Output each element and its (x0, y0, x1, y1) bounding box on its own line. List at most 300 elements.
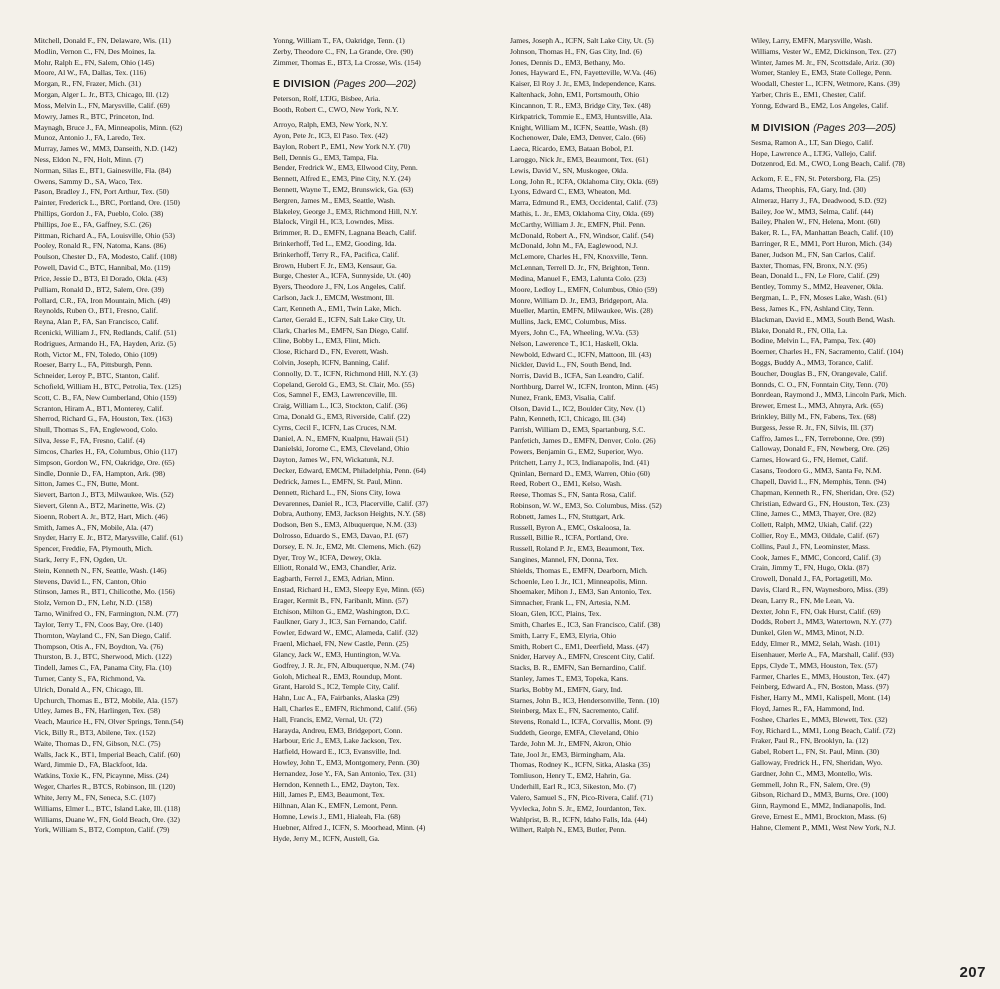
roster-entry: Dexter, John F., FN, Oak Hurst, Calif. (69) (751, 606, 881, 616)
roster-entry: Fowler, Edward W., EMC, Alameda, Calif. (32) (273, 628, 418, 638)
roster-entry: Morgan, R., FN, Frazer, Mich. (31) (34, 79, 141, 89)
roster-entry: Price, Jessie D., BT3, El Dorado, Okla. (43) (34, 273, 168, 283)
roster-entry: Colvin, Joseph, ICFN, Banning, Calif. (273, 357, 390, 367)
roster-entry: Homne, Lewis J., EM1, Hialeah, Fla. (68) (273, 812, 401, 822)
roster-entry: Silva, Jesse F., FA, Fresno, Calif. (4) (34, 436, 145, 446)
roster-entry: Thomas, Rodney K., ICFN, Sitka, Alaska (35) (510, 760, 651, 770)
roster-entry: Goloh, Micheal R., EM3, Roundup, Mont. (273, 671, 402, 681)
roster-entry: Waite, Thomas D., FN, Gibson, N.C. (75) (34, 738, 161, 748)
roster-entry: Schofield, William H., BTC, Petrolia, Tex. (125) (34, 382, 182, 391)
roster-entry: Parrish, William D., EM3, Spartanburg, S.C. (510, 425, 646, 435)
roster-entry: Norman, Silas E., BT1, Gainesville, Fla. (84) (34, 165, 171, 175)
roster-entry: Moore, Ledloy L., EMFN, Columbus, Ohio (59) (510, 284, 658, 294)
roster-entry: Gemmell, John R., FN, Salem, Ore. (9) (751, 779, 870, 789)
roster-entry: Casans, Teodoro G., MM3, Santa Fe, N.M. (751, 466, 882, 476)
roster-entry: McCarthy, William J. Jr., EMFN, Phil. Penn. (510, 219, 646, 229)
roster-entry: Pason, Bradley J., FN, Port Arthur, Tex. (50) (34, 187, 169, 197)
roster-entry: Nelson, Lawerence T., IC1, Haskell, Okla. (510, 338, 639, 348)
roster-entry: Cline, Bobby L., EM3, Flint, Mich. (273, 336, 381, 346)
roster-entry: Stevens, Ronald L., ICFA, Corvallis, Mont. (9) (510, 717, 653, 727)
roster-entry: Lyons, Edward C., EM3, Wheaton, Md. (510, 187, 631, 197)
roster-entry: Smith, Robert C., EM1, Deerfield, Mass. (47) (510, 641, 649, 651)
roster-entry: Byers, Theodore J., FN, Los Angeles, Calif. (273, 282, 406, 292)
roster-entry: Chapman, Kenneth R., FN, Sheridan, Ore. (52) (751, 487, 894, 497)
roster-entry: Phillips, Joe E., FA, Gaffney, S.C. (26) (34, 219, 152, 229)
roster-entry: Scott, C. B., FA, New Cumberland, Ohio (159) (34, 392, 177, 402)
roster-entry: Smith, Larry F., EM3, Elyria, Ohio (510, 630, 617, 640)
roster-entry: Bergren, James M., EM3, Seattle, Wash. (273, 195, 396, 205)
roster-entry: Lewis, David V., SN, Muskogee, Okla. (510, 165, 629, 175)
roster-entry: Peterson, Rolf, LTJG, Bisbee, Aria. (273, 94, 381, 104)
roster-entry: Stacks, B. R., EMFN, San Bernardino, Calif. (510, 663, 647, 673)
roster-entry: Burge, Chester A., ICFA, Sunnyside, Ut. (40) (273, 271, 411, 281)
roster-entry: Blalock, Virgil H., IC3, Lowndes, Miss. (273, 217, 394, 227)
roster-entry: Huebner, Alfred J., ICFN, S. Moorhead, Minn. (4) (273, 822, 426, 832)
roster-entry: Mitchell, Donald F., FN, Delaware, Wis. (11) (34, 36, 171, 45)
roster-entry: Suddeth, George, EMFA, Cleveland, Ohio (510, 728, 639, 737)
roster-entry: Farmer, Charles E., MM3, Houston, Tex. (47) (751, 671, 890, 681)
roster-entry: Blackman, David E., MM3, South Bend, Wash. (751, 314, 896, 324)
roster-entry: Russell, Billie R., ICFA, Portland, Ore. (510, 533, 629, 543)
roster-entry: Floyd, James R., FA, Hammond, Ind. (751, 703, 865, 713)
roster-entry: Williams, Duane W., FN, Gold Beach, Ore. (32) (34, 814, 180, 824)
roster-entry: McLennan, Terrell D. Jr., FN, Brighton, Tenn. (510, 263, 650, 273)
roster-entry: Zerby, Theodore C., FN, La Grande, Ore. (90) (273, 46, 413, 56)
roster-entry: Connolly, D. T., ICFN, Richmond Hill, N.Y. (3) (273, 368, 418, 378)
roster-entry: Hope, Lawrence A., LTJG, Vallejo, Calif. (751, 148, 877, 158)
roster-entry: Bennett, Wayne T., EM2, Brunswick, Ga. (63) (273, 184, 414, 194)
roster-entry: Kaiser, El Roy J. Jr., EM3, Independence, Kans. (510, 79, 656, 89)
roster-entry: Watkins, Toxie K., FN, Picaynne, Miss. (24) (34, 771, 169, 781)
roster-entry: Davis, Clard R., FN, Waynesboro, Miss. (39) (751, 585, 888, 594)
roster-entry: Tate, Jool Jr., EM3, Birmingham, Ala. (510, 749, 626, 759)
roster-entry: Dunkel, Glen W., MM3, Minot, N.D. (751, 628, 864, 638)
roster-entry: Clark, Charles M., EMFN, San Diego, Calif. (273, 325, 409, 335)
roster-entry: Hahne, Clement P., MM1, West New York, N.J. (751, 822, 896, 832)
roster-entry: Tarno, Winifred O., FN, Farmington, N.M. (77) (34, 609, 179, 619)
roster-entry: Brinkerhoff, Ted L., EM2, Gooding, Ida. (273, 239, 397, 248)
roster-entry: Upchurch, Thomas E., BT2, Mobile, Ala. (157) (34, 695, 178, 705)
roster-entry: Shull, Thomas S., FA, Englewood, Colo. (34, 425, 158, 435)
roster-entry: McDonald, John M., FA, Eaglewood, N.J. (510, 241, 638, 251)
roster-column-3 (510, 36, 742, 836)
roster-entry: Hill, James P., EM3, Beaumont, Tex. (273, 790, 385, 800)
roster-entry: Bell, Dennis G., EM3, Tampa, Fla. (273, 152, 379, 162)
roster-entry: Dean, Larry R., FN, Me Lean, Va. (751, 595, 855, 605)
roster-entry: Taylor, Terry T., FN, Coos Bay, Ore. (140) (34, 619, 163, 629)
roster-entry: Bennett, Alfred E., EM3, Pine City, N.Y. (24) (273, 174, 411, 184)
roster-entry: Ulrich, Donald A., FN, Chicago, Ill. (34, 684, 144, 694)
roster-entry: Winter, James M. Jr., FN, Scottsdale, Ariz. (30) (751, 57, 895, 67)
roster-entry: Thornton, Wayland C., FN, San Diego, Calif. (34, 630, 172, 640)
roster-entry: McLemore, Charles H., FN, Knoxville, Tenn. (510, 252, 648, 262)
roster-entry: Sangines, Mannel, FN, Donna, Tex. (510, 555, 619, 564)
roster-entry: Robinson, W. W., EM3, So. Columbus, Miss. (52) (510, 500, 662, 510)
roster-entry: Greve, Ernest E., MM1, Brockton, Mass. (6) (751, 812, 887, 822)
roster-entry: Baylon, Robert P., EM1, New York N.Y. (70) (273, 141, 410, 151)
roster-entry: Kirkpatrick, Tommie E., EM3, Huntsville, Ala. (510, 111, 653, 121)
roster-entry: Owens, Sammy D., SA, Waco, Tex. (34, 176, 143, 186)
roster-entry: Wahlprist, B. R., ICFN, Idaho Falls, Ida. (44) (510, 814, 648, 824)
roster-entry: Dayton, James W., FN, Wickatunk, N.J. (273, 455, 394, 465)
roster-entry: Long, John R., ICFA, Oklahoma City, Okla. (69) (510, 176, 659, 186)
roster-entry: Adams, Theophis, FA, Gary, Ind. (30) (751, 184, 866, 194)
roster-entry: Powers, Benjamin G., EM2, Superior, Wyo. (510, 446, 644, 456)
roster-entry: Simpson, Gordon W., FN, Oakridge, Ore. (65) (34, 457, 175, 467)
roster-entry: Schneider, Leroy P., BTC, Stanton, Calif. (34, 371, 160, 381)
block-spacer (273, 68, 505, 78)
roster-entry: Ward, Jimmie D., FA, Blackfoot, Ida. (34, 760, 148, 770)
roster-entry: Medina, Manuel F., EM3, Lalunta Colo. (23) (510, 273, 647, 283)
roster-entry: Bentley, Tommy S., MM2, Heavener, Okla. (751, 282, 884, 292)
roster-entry: Hyde, Jerry M., ICFN, Austell, Ga. (273, 833, 380, 843)
roster-entry: Modlin, Vernon C., FN, Des Moines, Ia. (34, 46, 156, 56)
roster-entry: Eddy, Elmer R., MM2, Selah, Wash. (101) (751, 639, 880, 649)
roster-entry: Cyrns, Cecil F., ICFN, Las Cruces, N.M. (273, 422, 397, 432)
roster-entry: Devarennes, Daniel R., IC3, Placerville, Calif. (37) (273, 498, 428, 508)
roster-entry: Craig, William L., IC3, Stockton, Calif. (36) (273, 401, 408, 411)
roster-entry: Dorsey, E. N. Jr., EM2, Mt. Clemens, Mich. (62) (273, 541, 421, 551)
roster-entry: Sherrod, Richard G., FA, Houston, Tex. (163) (34, 414, 173, 424)
roster-entry: Laroggo, Nick Jr., EM3, Beaumont, Tex. (61) (510, 154, 649, 164)
roster-entry: Reynolds, Ruben O., BT1, Fresno, Calif. (34, 306, 158, 316)
roster-entry: Caffro, James L., FN, Terrebonne, Ore. (99) (751, 433, 885, 443)
roster-entry: Pollard, C.R., FA, Iron Mountain, Mich. (49) (34, 295, 171, 305)
roster-entry: Williams, Vester W., EM2, Dickinson, Tex. (27) (751, 46, 897, 56)
roster-entry: Tarde, John M. Jr., EMFN, Akron, Ohio (510, 738, 632, 748)
roster-entry: Bonrdean, Raymond J., MM3, Lincoln Park, Mich. (751, 390, 907, 400)
roster-entry: Christian, Edward G., FN, Houston, Tex. (23) (751, 498, 890, 508)
roster-entry: Stark, Jerry F., FN, Ogden, Ut. (34, 555, 127, 564)
roster-entry: Bean, Donald L., FN, Le Flore, Calif. (29) (751, 271, 880, 281)
roster-entry: Thurston, B. J., BTC, Sherwood, Mich. (122) (34, 652, 172, 662)
roster-entry: Bodine, Melvin L., FA, Pampa, Tex. (40) (751, 336, 876, 346)
roster-entry: Kincannon, T. R., EM3, Bridge City, Tex. (48) (510, 100, 651, 110)
roster-entry: Moore, Al W., FA, Dallas, Tex. (116) (34, 68, 146, 78)
roster-entry: Enstad, Richard H., EM3, Sleepy Eye, Minn. (65) (273, 585, 425, 594)
roster-entry: Starks, Bobby M., EMFN, Gary, Ind. (510, 684, 623, 694)
roster-entry: Gibson, Richard D., MM3, Burns, Ore. (100) (751, 790, 889, 800)
roster-entry: Smith, Charles E., IC3, San Francisco, Calif. (38) (510, 619, 661, 629)
roster-entry: Russell, Roland P. Jr., EM3, Beaumont, Tex. (510, 544, 645, 554)
division-heading (751, 122, 983, 135)
roster-entry: Vick, Billy R., BT3, Abilene, Tex. (152) (34, 728, 156, 737)
roster-entry: Ness, Eldon N., FN, Holt, Minn. (7) (34, 154, 144, 164)
roster-entry: Chapell, David L., FN, Memphis, Tenn. (94) (751, 476, 887, 486)
roster-entry: Stanley, James T., EM3, Topeka, Kans. (510, 673, 629, 683)
roster-entry: Sioenn, Robert A. Jr., BT2, Hart, Mich. (46) (34, 511, 168, 521)
block-spacer (751, 112, 983, 122)
roster-entry: Schoenle, Leo I. Jr., IC1, Minneapolis, Minn. (510, 576, 648, 586)
roster-entry: Williams, Elmer L., BTC, Island Lake, Ill. (118) (34, 803, 181, 813)
roster-entry: Sloan, Glen, ICC, Plains, Tex. (510, 609, 602, 619)
roster-entry: Foshee, Charles E., MM3, Blewett, Tex. (32) (751, 714, 888, 724)
roster-entry: Rcenicki, William J., FN, Redlands, Calif. (51) (34, 327, 177, 337)
roster-entry: Dolrosso, Eduardo S., EM3, Davao, P.I. (67) (273, 530, 409, 540)
roster-entry: Turner, Canty S., FA, Richmond, Va. (34, 673, 146, 683)
roster-entry: Carlson, Jack J., EMCM, Westmont, Ill. (273, 293, 394, 303)
roster-entry: James, Joseph A., ICFN, Salt Lake City, Ut. (5) (510, 36, 654, 45)
roster-entry: Yonng, William T., FA, Oakridge, Tenn. (1) (273, 36, 405, 45)
roster-entry: Nickler, David L., FN, South Bend, Ind. (510, 360, 632, 370)
roster-entry: Wiley, Larry, EMFN, Marysville, Wash. (751, 36, 873, 45)
roster-entry: Jones, Hayward E., FN, Fayetteville, W.Va. (46) (510, 68, 657, 78)
roster-entry: Dobra, Authony, EM3, Jackson Heights, N.Y. (58) (273, 509, 426, 519)
roster-entry: Calloway, Donald F., FN, Newberg, Ore. (26) (751, 444, 890, 454)
roster-entry: Stolz, Vernon D., FN, Lehr, N.D. (158) (34, 598, 153, 608)
roster-entry: Ackom, F. E., FN, St. Petersborg, Fla. (25) (751, 174, 881, 184)
roster-entry: Pooley, Ronald R., FN, Natoma, Kans. (86) (34, 241, 166, 251)
roster-entry: Bender, Fredrick W., EM3, Ellwood City, Penn. (273, 163, 418, 173)
roster-entry: Murray, James W., MM3, Danseith, N.D. (142) (34, 144, 178, 154)
roster-entry: White, Jerry M., FN, Seneca, S.C. (107) (34, 792, 156, 802)
roster-entry: Powell, David C., BTC, Hannibal, Mo. (119) (34, 263, 171, 273)
roster-entry: Olson, David L., IC2, Boulder City, Nev. (1) (510, 403, 645, 413)
roster-entry: Brinkley, Billy M., FN, Fabens, Tex. (68) (751, 412, 877, 421)
roster-entry: Carter, Gerald E., ICFN, Salt Lake City, Ut. (273, 314, 406, 324)
roster-entry: Painter, Frederick L., BRC, Portland, Ore. (150) (34, 198, 180, 208)
roster-entry: Pittman, Richard A., FA, Louisville, Ohio (53) (34, 230, 175, 240)
roster-entry: Epps, Clyde T., MM3, Houston, Tex. (57) (751, 660, 878, 670)
roster-entry: Tomliuson, Henry T., EM2, Hahrin, Ga. (510, 771, 631, 781)
roster-entry: Kochenower, Dale, EM3, Denver, Calo. (66) (510, 133, 646, 143)
roster-entry: Dodson, Ben S., EM3, Albuquerque, N.M. (33) (273, 520, 417, 530)
roster-entry: Mueller, Martin, EMFN, Milwaukee, Wis. (28) (510, 306, 653, 316)
roster-entry: Zimmer, Thomas E., BT3, La Crosse, Wis. (154) (273, 57, 421, 67)
roster-entry: Stevens, David L., FN, Canton, Ohio (34, 576, 147, 586)
roster-entry: Reese, Thomas S., FN, Santa Rosa, Calif. (510, 490, 636, 500)
roster-entry: Pahn, Kenneth, IC1, Chicago, Ill. (34) (510, 414, 626, 424)
roster-entry: Boggs, Buddy A., MM3, Torance, Calif. (751, 357, 873, 367)
roster-entry: Maynagh, Bruce J., FA, Minneapolis, Minn. (62) (34, 122, 183, 132)
roster-entry: Moss, Melvin L., FN, Marysville, Calif. (69) (34, 100, 170, 110)
roster-entry: Harbour, Eric J., EM3, Lake Jackson, Tex. (273, 736, 402, 746)
division-heading (273, 78, 505, 91)
roster-entry: Hernandez, Jose Y., FA, San Antonio, Tex. (31) (273, 768, 417, 778)
roster-entry: Brown, Hubert F. Jr., EM3, Kensaur, Ga. (273, 260, 397, 270)
roster-entry: Mathis, L. Jr., EM3, Oklahoma City, Okla. (69) (510, 209, 654, 218)
roster-entry: Baker, R. L., FA, Manhattan Beach, Calif. (10) (751, 228, 893, 238)
roster-entry: Collier, Roy E., MM3, Oildale, Calif. (67) (751, 530, 879, 540)
roster-entry: Russell, Byron A., EMC, Oskaloosa, Ia. (510, 522, 631, 532)
roster-entry: Cook, James F., MMC, Concord, Calif. (3) (751, 552, 881, 562)
roster-entry: Underhill, Earl R., IC3, Sikeston, Mo. (7) (510, 782, 637, 792)
roster-entry: Collins, Paul J., FN, Leominster, Mass. (751, 541, 870, 551)
roster-entry: Northburg, Darrel W., ICFN, Ironton, Minn. (45) (510, 382, 659, 391)
roster-entry: Nunez, Frank, EM3, Visalia, Calif. (510, 392, 616, 402)
roster-entry: Copeland, Gerold G., EM3, St. Clair, Mo. (55) (273, 379, 415, 389)
roster-entry: Baner, Judson M., FN, San Carlos, Calif. (751, 249, 876, 259)
roster-entry: Elliott, Ronald W., EM3, Chandler, Ariz. (273, 563, 397, 573)
roster-entry: Simnacher, Frank L., FN, Artesia, N.M. (510, 598, 631, 608)
roster-entry: Veach, Maurice H., FN, Olver Springs, Tenn.(54) (34, 717, 184, 727)
roster-entry: Marra, Edmund R., EM3, Occidental, Calif. (73) (510, 198, 658, 208)
roster-entry: Yonng, Edward B., EM2, Los Angeles, Calif. (751, 100, 889, 110)
roster-entry: Eisenhauer, Merle A., FA, Marshall, Calif. (93) (751, 649, 894, 659)
roster-entry: Hahn, Luc A., FA, Fairbanks, Alaska (29) (273, 693, 400, 703)
roster-entry: Godfrey, J. R. Jr., FN, Albuquerque, N.M. (74) (273, 660, 415, 670)
roster-entry: Yarber, Chris E., EM1, Chester, Calif. (751, 90, 866, 100)
roster-entry: Sievert, Glenn A., BT2, Marinette, Wis. (2) (34, 500, 166, 510)
page-number: 207 (959, 964, 986, 981)
roster-entry: Vyvlecka, John S. Jr., EM2, Jourdanton, Tex. (510, 803, 647, 813)
roster-entry: Brimmer, R. D., EMFN, Lagnana Beach, Calif. (273, 228, 417, 238)
roster-entry: Hall, Charles E., EMFN, Richmond, Calif. (56) (273, 703, 417, 713)
division-page-range: (Pages 203—205) (813, 122, 896, 134)
roster-entry: Snyder, Harry E. Jr., BT2, Marysville, Calif. (61) (34, 533, 183, 543)
roster-entry: Roeser, Barry L., FA, Pittsburgh, Penn. (34, 360, 153, 370)
roster-entry: Scranton, Hiram A., BT1, Monterey, Calif. (34, 403, 164, 413)
division-title: M DIVISION (751, 122, 811, 134)
roster-entry: Blake, Donald R., FN, Olla, La. (751, 325, 848, 335)
roster-entry: Blakeley, George J., EM3, Richmond Hill, N.Y. (273, 206, 418, 216)
roster-entry: Smith, James A., FN, Mobile, Ala. (47) (34, 522, 153, 532)
roster-entry: Cline, James C., MM3, Thayer, Ore. (82) (751, 509, 876, 519)
roster-entry: Feinberg, Edward A., FN, Boston, Mass. (97) (751, 682, 889, 692)
roster-entry: Weger, Charles R., BTCS, Robinson, Ill. (120) (34, 782, 176, 792)
roster-entry: Burgess, Jesse R. Jr., FN, Silvis, Ill. (37) (751, 422, 874, 432)
roster-entry: Erager, Kermit B., FN, Faribanlt, Minn. (57) (273, 595, 408, 605)
roster-entry: Dotzenrod, Ed. M., CWO, Long Beach, Calif. (78) (751, 159, 905, 169)
roster-entry: Valero, Samuel S., FN, Pico-Rivera, Calif. (71) (510, 792, 653, 802)
roster-entry: Panfetich, James D., EMFN, Denver, Colo. (26) (510, 436, 656, 446)
roster-column-4 (751, 36, 983, 834)
roster-entry: Brewer, Ernest L., MM3, Ahnyra, Ark. (65) (751, 401, 884, 411)
roster-entry: Snider, Harvey A., EMFN, Crescent City, Calif. (510, 652, 655, 662)
division-page-range: (Pages 200—202) (333, 79, 417, 91)
roster-entry: Reyna, Alan P., FA, San Francisco, Calif. (34, 317, 159, 327)
roster-entry: Norris, David B., ICFA, San Leandro, Calif. (510, 371, 644, 381)
roster-entry: Fraenl, Michael, FN, New Castle, Penn. (25) (273, 639, 409, 649)
roster-entry: Fisher, Harry M., MM1, Kalispell, Mont. (14) (751, 693, 891, 703)
roster-entry: Pulliam, Ronald D., BT2, Salem, Ore. (39) (34, 284, 164, 294)
roster-entry: Pritchett, Larry J., IC3, Indianapolis, Ind. (41) (510, 457, 650, 467)
roster-entry: Dyer, Troy W., ICFA, Dewey, Okla. (273, 552, 382, 562)
roster-entry: Tindell, James C., FA, Panama City, Fla. (10) (34, 663, 172, 673)
roster-entry: Starnes, John B., IC3, Hendersonville, Tenn. (10) (510, 695, 660, 705)
roster-entry: Collett, Ralph, MM2, Ukiah, Calif. (22) (751, 520, 873, 530)
roster-entry: Barringer, R E., MM1, Port Huron, Mich. (34) (751, 239, 892, 248)
roster-entry: Foy, Richard L., MM1, Long Beach, Calif. (72) (751, 725, 896, 735)
roster-entry: Womer, Stanley E., EM3, State College, Penn. (751, 68, 892, 78)
roster-entry: Eagbarth, Ferrel J., EM3, Adrian, Minn. (273, 574, 395, 584)
roster-entry: Hall, Francis, EM2, Vernal, Ut. (72) (273, 714, 383, 724)
roster-entry: Etchison, Milton G., EM2, Washington, D.C. (273, 606, 410, 616)
roster-entry: Fraker, Paul R., FN, Brooklyn, Ia. (12) (751, 736, 869, 746)
roster-entry: Shoemaker, Mihon J., EM3, San Antonio, Tex. (510, 587, 652, 597)
roster-entry: Myers, John C., FA, Wheeling, W.Va. (53) (510, 327, 639, 337)
roster-entry: Close, Richard D., FN, Everett, Wash. (273, 347, 389, 357)
roster-entry: Herndon, Kenneth L., EM2, Dayton, Tex. (273, 779, 400, 789)
roster-entry: Stein, Kenneth N., FN, Seattle, Wash. (146) (34, 565, 167, 575)
roster-entry: Carnes, Howard G., FN, Hemet, Calif. (751, 455, 868, 465)
roster-entry: Knight, William M., ICFN, Seattle, Wash. (8) (510, 122, 648, 132)
roster-entry: Ayon, Pete Jr., IC3, El Paso. Tex. (42) (273, 130, 388, 140)
roster-entry: Phillips, Gordon J., FA, Pueblo, Colo. (38) (34, 209, 164, 218)
roster-entry: Mullins, Jack, EMC, Columbus, Miss. (510, 317, 627, 327)
roster-entry: Walls, Jack K., BT1, Imperial Beach, Calif. (60) (34, 749, 181, 759)
roster-entry: Bailey, Joe W., MM3, Selma, Calif. (44) (751, 206, 874, 216)
roster-entry: Cos, Samnel F., EM3, Lawrenceville, Ill. (273, 390, 397, 400)
roster-entry: Danielski, Jorome C., EM3, Cleveland, Ohio (273, 444, 410, 454)
roster-entry: Carr, Kenneth A., EM1, Twin Lake, Mich. (273, 303, 402, 313)
roster-entry: Kaltenhack, John, EM1, Portsmouth, Ohio (510, 90, 640, 100)
roster-entry: Hatfield, Howard E., IC3, Evansville, Ind. (273, 747, 401, 757)
roster-entry: Simcos, Charles H., FA, Columbus, Ohio (117) (34, 446, 178, 456)
roster-entry: Howley, John T., EM3, Montgomery, Penn. (30) (273, 758, 420, 767)
roster-entry: Grant, Harold S., IC2, Temple City, Calif. (273, 682, 400, 692)
roster-entry: Shields, Thomas E., EMFN, Dearborn, Mich. (510, 565, 648, 575)
roster-entry: Johnson, Thomas H., FN, Gas City, Ind. (6) (510, 46, 643, 56)
roster-entry: Sesma, Ramon A., LT, San Diego, Calif. (751, 137, 874, 147)
roster-entry: Reed, Robert O., EM1, Kelso, Wash. (510, 479, 622, 489)
roster-entry: Rodrigues, Armando H., FA, Hayden, Ariz. (5) (34, 338, 176, 348)
roster-entry: Bonnds, C. O., FN, Fonntain City, Tenn. (70) (751, 379, 888, 389)
roster-entry: Munoz, Antonio J., FA, Laredo, Tex. (34, 133, 146, 143)
roster-entry: Steinberg, Max E., FN, Sacremento, Calif. (510, 706, 639, 716)
roster-entry: Crowell, Donald J., FA, Portagetill, Mo. (751, 574, 873, 584)
roster-entry: Poulson, Chester D., FA, Modesto, Calif. (108) (34, 252, 177, 262)
roster-entry: Utley, James B., FN, Harlingen, Tex. (58) (34, 706, 161, 716)
roster-entry: Morgan, Alger L. Jr., BT3, Chicago, Ill. (12) (34, 90, 169, 100)
roster-entry: Boucher, Douglas B., FN, Orangevale, Calif. (751, 368, 888, 378)
roster-entry: Bailey, Phalen W., FN, Helena, Mont. (60) (751, 217, 880, 227)
division-title: E DIVISION (273, 79, 331, 91)
roster-entry: Decker, Edward, EMCM, Philadelphia, Penn. (64) (273, 466, 426, 476)
roster-entry: Harayda, Andreu, EM3, Bridgeport, Conn. (273, 725, 403, 735)
roster-entry: Crna, Donald G., EM3, Riverside, Calif. (22) (273, 412, 411, 421)
roster-entry: Hilhnan, Alan K., EMFN, Lemont, Penn. (273, 801, 398, 811)
roster-entry: Bergman, L. P., FN, Moses Lake, Wash. (61) (751, 293, 887, 303)
roster-entry: Gardner, John C., MM3, Montello, Wis. (751, 768, 873, 778)
roster-entry: Faulkner, Gary J., IC3, San Fernando, Calif. (273, 617, 407, 627)
roster-entry: Dennett, Richard L., FN, Sions City, Iowa (273, 487, 401, 497)
roster-entry: Glancy, Jack W., EM3, Huntington, W.Va. (273, 649, 401, 659)
roster-entry: Monre, William D. Jr., EM3, Bridgeport, Ala. (510, 295, 649, 305)
roster-entry: Boerner, Charles H., FN, Sacramento, Calif. (104) (751, 347, 904, 357)
roster-column-1 (34, 36, 266, 836)
roster-entry: Wilhert, Ralph N., EM3, Butler, Penn. (510, 825, 627, 835)
roster-entry: Stinson, James R., BT1, Chilicothe, Mo. (156) (34, 587, 175, 597)
roster-entry: Gabel, Robert L., FN, St. Paul, Minn. (30) (751, 747, 880, 757)
roster-entry: York, William S., BT2, Compton, Calif. (79) (34, 825, 170, 835)
roster-entry: Sievert, Barton J., BT3, Milwaukee, Wis. (52) (34, 490, 174, 500)
roster-entry: Daniel, A. N., EMFN, Kualpnu, Hawaii (51) (273, 433, 409, 443)
roster-entry: Thompson, Otis A., FN, Boydton, Va. (76) (34, 641, 163, 651)
roster-entry: Dodds, Robert J., MM3, Watertown, N.Y. (77) (751, 617, 892, 627)
roster-column-2 (273, 36, 505, 845)
roster-entry: Brinkerhoff, Terry R., FA, Pacifica, Calif. (273, 249, 400, 259)
roster-entry: Mohr, Ralph E., FN, Salem, Ohio (145) (34, 57, 155, 67)
roster-entry: Mowry, James R., BTC, Princeton, Ind. (34, 111, 155, 121)
roster-entry: Ginn, Raymond E., MM2, Indianapolis, Ind. (751, 801, 886, 811)
roster-entry: Bess, James K., FN, Ashland City, Tenn. (751, 303, 874, 313)
roster-entry: McDonald, Robert A., FN, Windsor, Calif. (54) (510, 230, 654, 240)
roster-entry: Baxter, Thomas, FN, Bronx, N.Y. (95) (751, 260, 868, 270)
roster-entry: Laeca, Ricardo, EM3, Bataan Bobol, P.I. (510, 144, 634, 154)
roster-entry: Almeraz, Harry J., FA, Deadwood, S.D. (92) (751, 195, 887, 205)
roster-entry: Qninlan, Bernard D., EM3, Warren, Ohio (60) (510, 468, 650, 478)
roster-entry: Booth, Robert C., CWO, New York, N.Y. (273, 105, 399, 115)
roster-entry: Woodall, Chester L., ICFN, Wetmore, Kans. (39) (751, 79, 900, 89)
roster-entry: Spencer, Freddie, FA, Plymouth, Mich. (34, 544, 153, 554)
roster-entry: Dedrick, James L., EMFN, St. Paul, Minn. (273, 476, 403, 486)
roster-entry: Sindle, Donnie D., FA, Hampton, Ark. (98) (34, 468, 166, 478)
roster-entry: Arroyo, Ralph, EM3, New York, N.Y. (273, 120, 388, 130)
roster-entry: Roth, Victor M., FN, Toledo, Ohio (109) (34, 349, 157, 359)
roster-entry: Jones, Dennis D., EM3, Bethany, Mo. (510, 57, 625, 67)
roster-entry: Crain, Jimmy T., FN, Hugo, Okla. (87) (751, 563, 869, 573)
